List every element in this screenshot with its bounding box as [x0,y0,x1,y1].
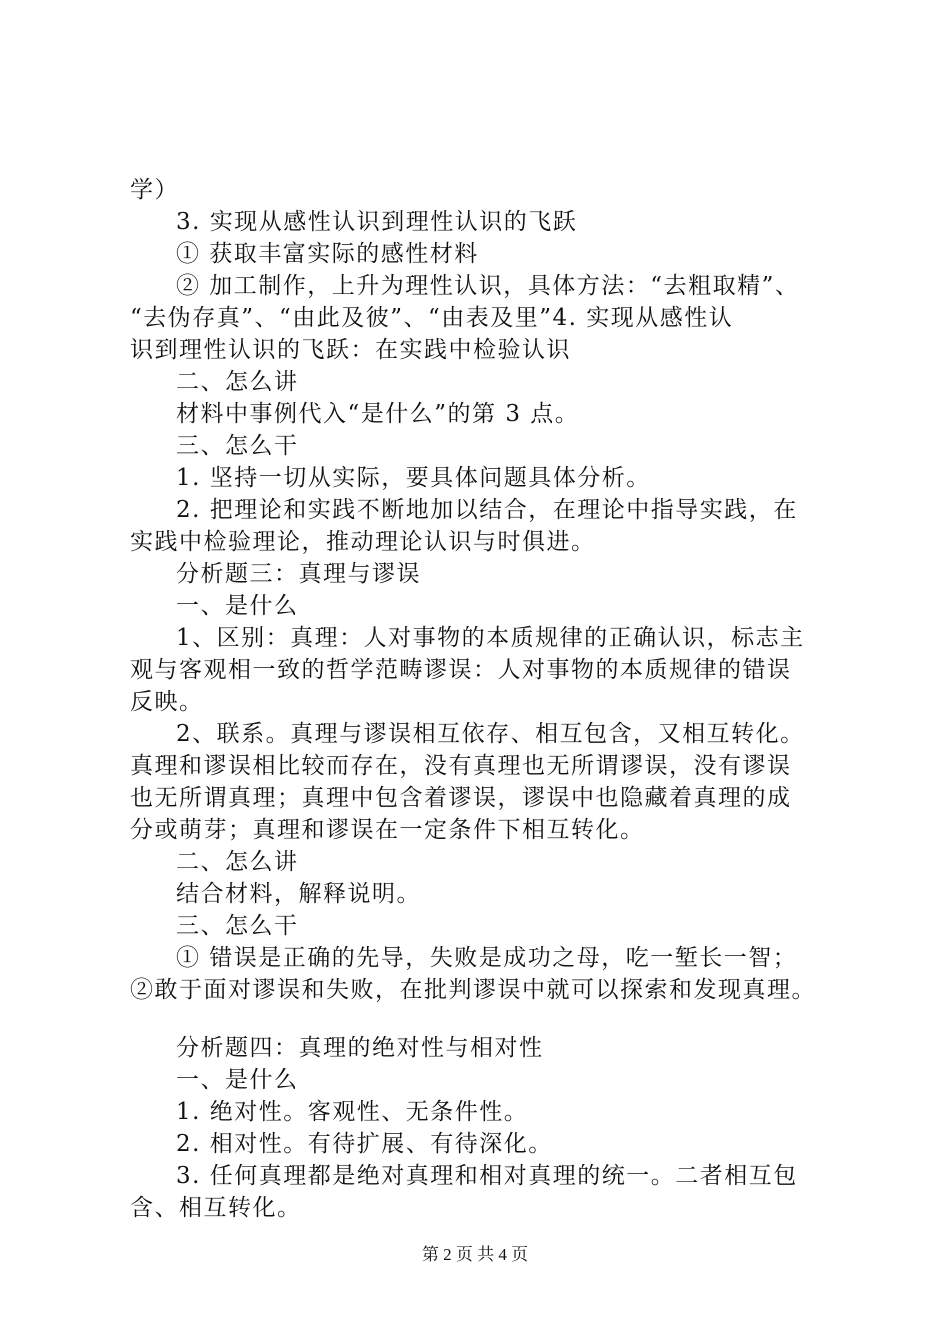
text-line: 真理和谬误相比较而存在，没有真理也无所谓谬误，没有谬误 [130,753,792,779]
text-line: 1. 坚持一切从实际，要具体问题具体分析。 [176,465,651,491]
text-line: “去伪存真”、“由此及彼”、“由表及里”4. 实现从感性认 [130,305,734,331]
text-line: 也无所谓真理；真理中包含着谬误，谬误中也隐藏着真理的成 [130,785,792,811]
text-line: 识到理性认识的飞跃：在实践中检验认识 [130,337,571,363]
text-line: 3. 任何真理都是绝对真理和相对真理的统一。二者相互包 [176,1163,798,1189]
section-heading: 二、怎么讲 [176,369,299,395]
section-heading: 一、是什么 [176,593,299,619]
section-title: 分析题三：真理与谬误 [176,561,421,587]
section-heading: 三、怎么干 [176,433,299,459]
paragraph-gap [130,1006,850,1032]
text-line: 1、区别：真理：人对事物的本质规律的正确认识，标志主 [176,625,805,651]
section-heading: 一、是什么 [176,1067,299,1093]
text-line: ② 加工制作，上升为理性认识，具体方法：“去粗取精”、 [176,273,800,299]
text-line: 实践中检验理论，推动理论认识与时俱进。 [130,529,596,555]
text-line: 含、相互转化。 [130,1195,302,1221]
text-line: ① 错误是正确的先导，失败是成功之母，吃一堑长一智； [176,945,798,971]
text-line: 2. 把理论和实践不断地加以结合，在理论中指导实践，在 [176,497,798,523]
page-body [130,174,850,1224]
section-title: 分析题四：真理的绝对性与相对性 [176,1035,544,1061]
text-line: 结合材料，解释说明。 [176,881,421,907]
text-line: 2. 相对性。有待扩展、有待深化。 [176,1131,553,1157]
text-line: 2、联系。真理与谬误相互依存、相互包含，又相互转化。 [176,721,805,747]
text-line: 观与客观相一致的哲学范畴谬误：人对事物的本质规律的错误 [130,657,792,683]
page-footer: 第 2 页 共 4 页 [421,1245,529,1264]
text-line: 反映。 [130,689,204,715]
text-line: 分或萌芽；真理和谬误在一定条件下相互转化。 [130,817,645,843]
text-line: 学） [130,177,179,203]
text-line: 3. 实现从感性认识到理性认识的飞跃 [176,209,578,235]
text-line: ②敢于面对谬误和失败，在批判谬误中就可以探索和发现真理。 [130,977,816,1003]
section-heading: 三、怎么干 [176,913,299,939]
text-line: 1. 绝对性。客观性、无条件性。 [176,1099,529,1125]
text-line: ① 获取丰富实际的感性材料 [176,241,479,267]
text-line: 材料中事例代入“是什么”的第 3 点。 [176,401,580,427]
section-heading: 二、怎么讲 [176,849,299,875]
